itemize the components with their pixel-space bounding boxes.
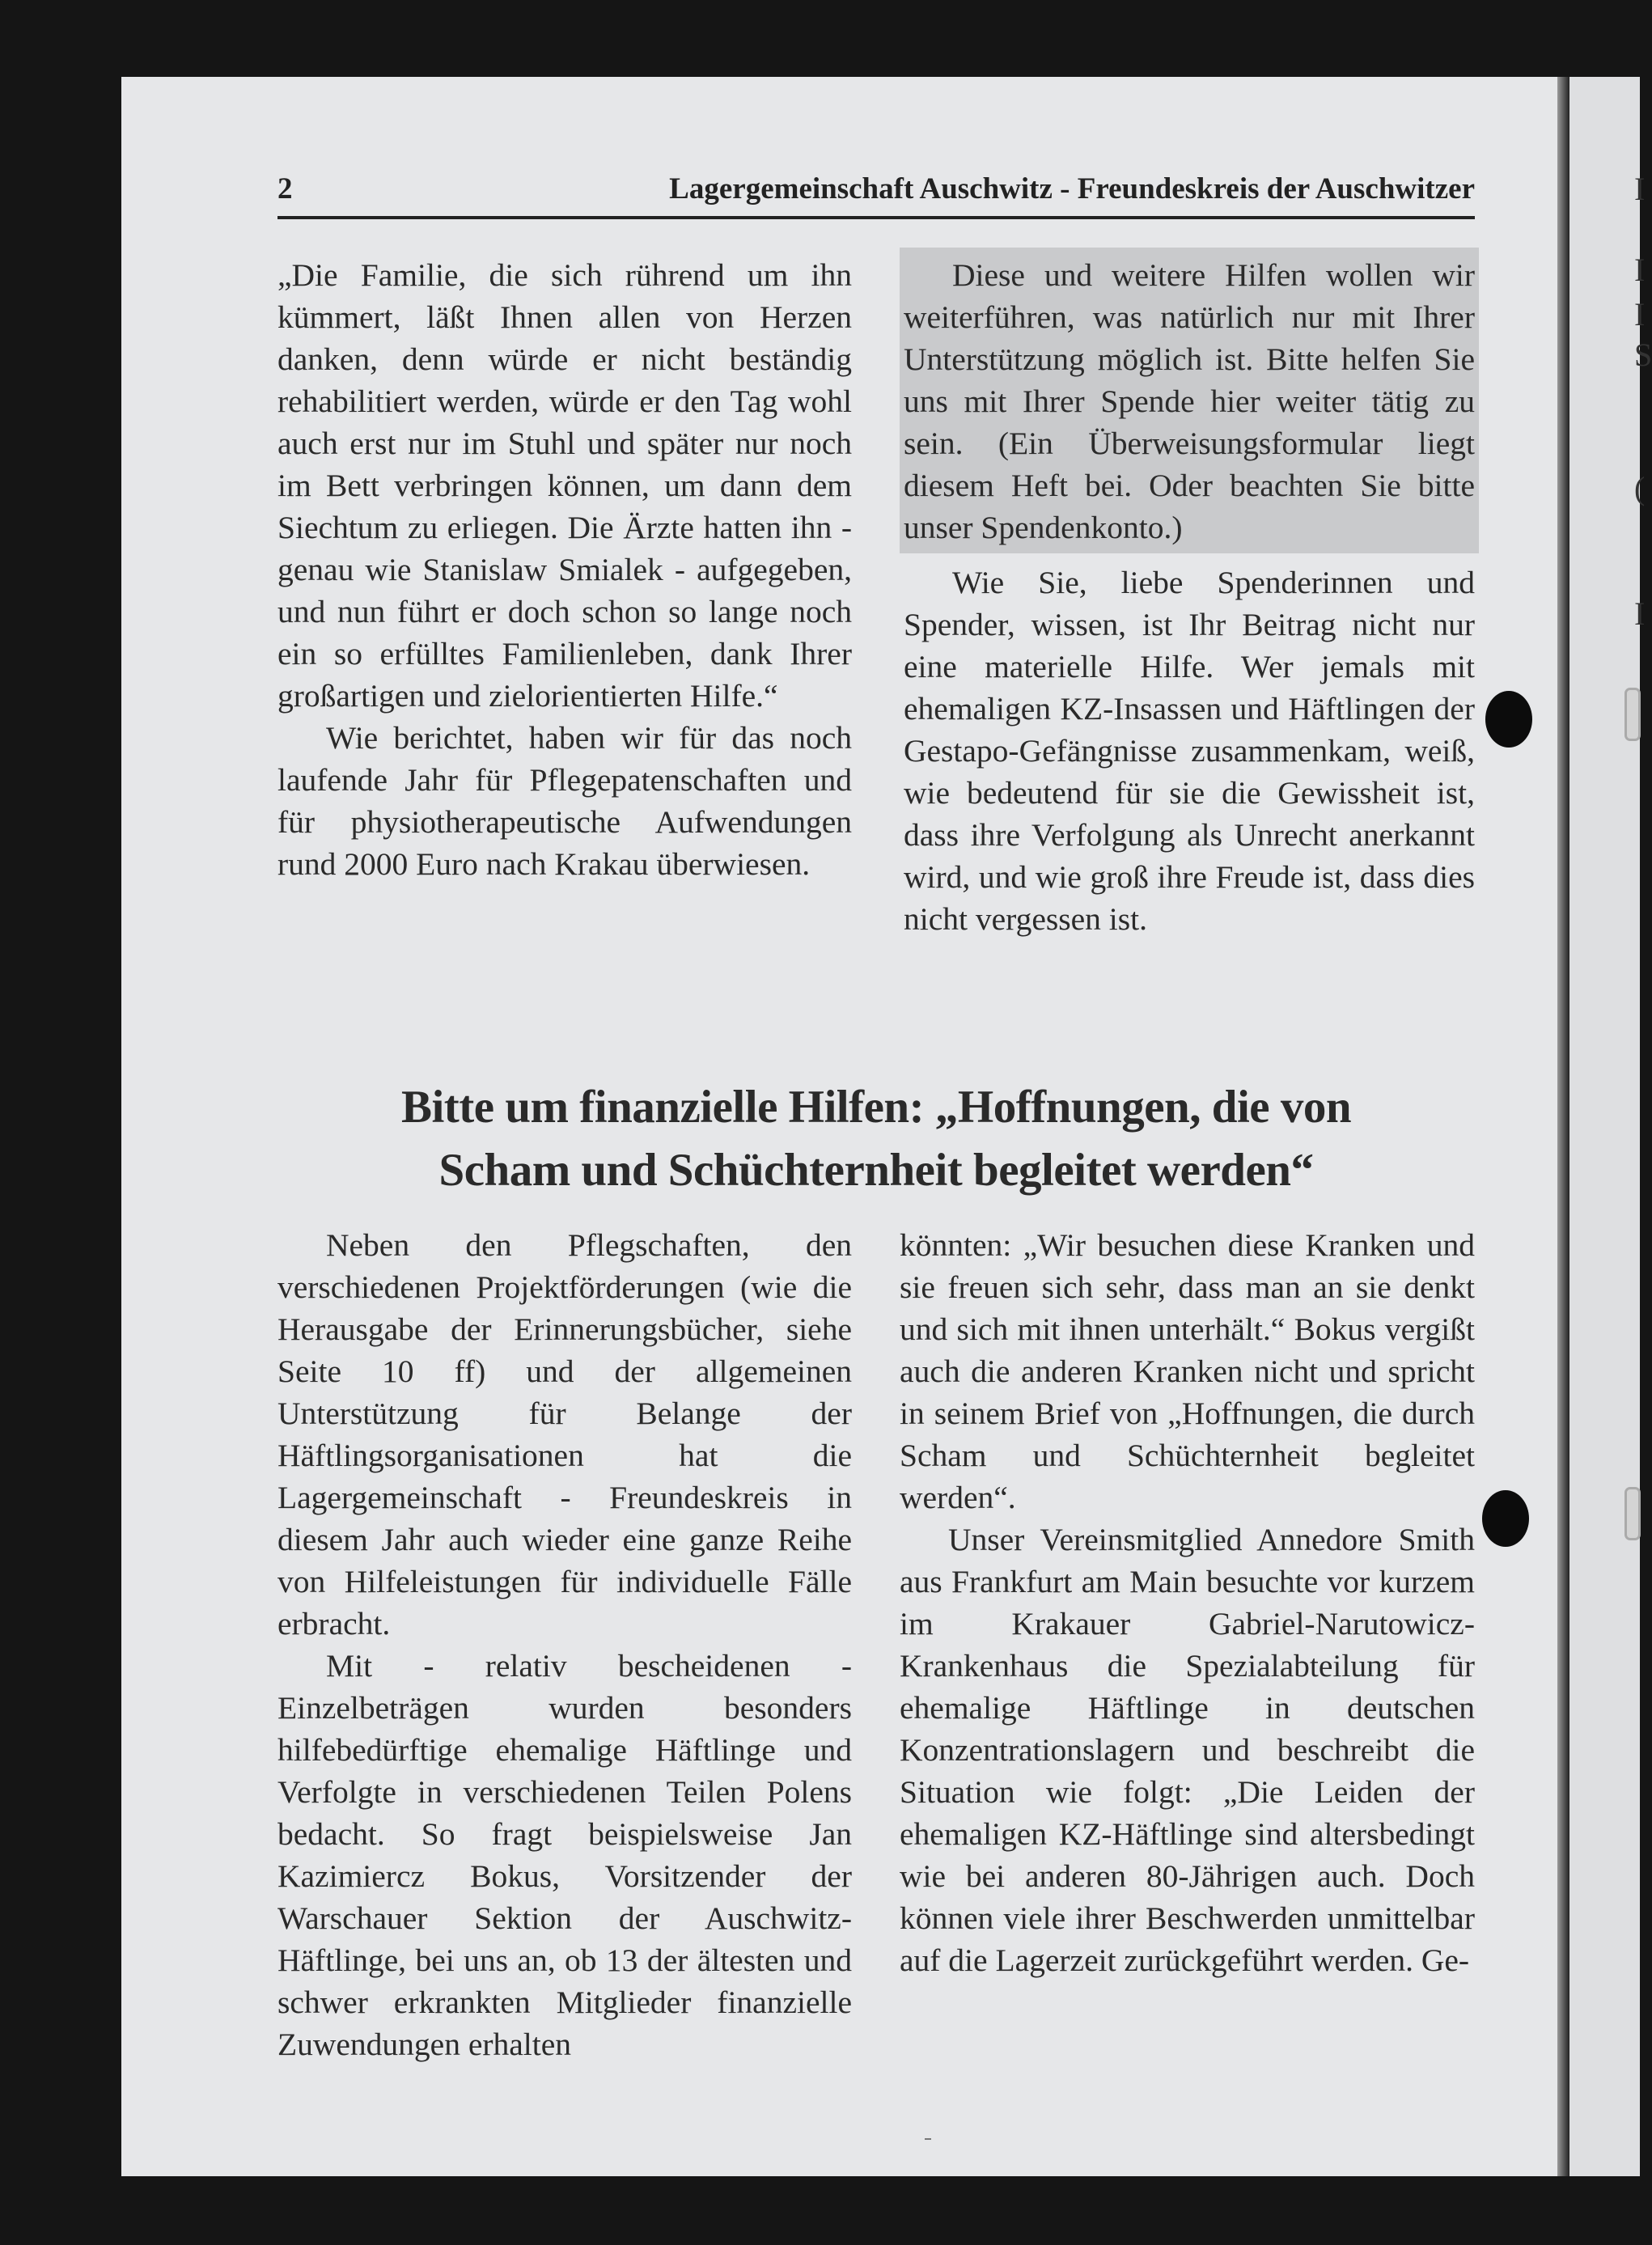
adjacent-page-fragment: I bbox=[1634, 595, 1646, 632]
running-header bbox=[277, 172, 1475, 219]
adjacent-page-edge bbox=[1569, 77, 1652, 2176]
paragraph: könnten: „Wir besuchen diese Kranken und sie freuen sich sehr, dass man an sie denkt und sich mit ihnen unterhält.“ Bokus vergißt auch die anderen Kranken nicht und spricht in seinem Brief von „Hoffnungen, die durch Scham und Schüchternheit begleitet werden“. bbox=[900, 1227, 1475, 1515]
highlight-box-text: Diese und weitere Hilfen wollen wir weiterführen, was natürlich nur mit Ihrer Unterstützung möglich ist. Bitte helfen Sie uns mit Ihrer Spende hier weiter tätig zu sein. (Ein Überweisungsformular liegt diesem Heft bei. Oder beachten Sie bitte unser Spendenkonto.) bbox=[904, 257, 1475, 545]
adjacent-page-fragment: I bbox=[1634, 296, 1646, 333]
adjacent-page-fragment: ( bbox=[1634, 470, 1646, 506]
binder-hole-icon bbox=[1485, 691, 1532, 748]
paragraph: Mit - relativ bescheidenen - Einzelbeträgen wurden besonders hilfebedürftige ehemalige Häftlinge und Verfolgte in verschiedenen Teilen Polens bedacht. So fragt beispielsweise Jan Kazimiercz Bokus, Vorsitzender der Warschauer Sektion der Auschwitz-Häftlinge, bei uns an, ob 13 der ältesten und schwer erkrankten Mitglieder finanzielle Zuwendungen erhalten bbox=[277, 1648, 852, 2062]
adjacent-page-fragment: I bbox=[1634, 171, 1646, 207]
headline-line: Bitte um finanzielle Hilfen: „Hoffnungen, die von bbox=[400, 1082, 1352, 1133]
running-header-title: Lagergemeinschaft Auschwitz - Freundeskreis der Auschwitzer bbox=[669, 172, 1475, 205]
page-number: 2 bbox=[277, 172, 293, 205]
text-column-top-right bbox=[904, 254, 1475, 940]
page-mark bbox=[925, 2138, 931, 2140]
text-column-top-left bbox=[277, 254, 852, 885]
paragraph: Unser Vereinsmitglied Annedore Smith aus Frankfurt am Main besuchte vor kurzem im Krakauer Gabriel-Narutowicz-Krankenhaus die Spezialabteilung für ehemalige Häftlinge in deutschen Konzentrationslagern und beschreibt die Situation wie folgt: „Die Leiden der ehemaligen KZ-Häftlinge sind altersbedingt wie bei anderen 80-Jährigen auch. Doch können viele ihrer Beschwerden unmittelbar auf die Lagerzeit zurückgeführt werden. Ge- bbox=[900, 1522, 1475, 1978]
adjacent-page-fragment: I bbox=[1634, 252, 1646, 288]
binder-hole-icon bbox=[1482, 1490, 1529, 1547]
article-headline bbox=[277, 1076, 1475, 1202]
paragraph: „Die Familie, die sich rührend um ihn kümmert, läßt Ihnen allen von Herzen danken, denn würde er nicht beständig rehabilitiert werden, würde er den Tag wohl auch erst nur im Stuhl und später nur noch im Bett verbringen können, um dann dem Siechtum zu erliegen. Die Ärzte hatten ihn - genau wie Stanislaw Smialek - aufgegeben, und nun führt er doch schon so lange noch ein so erfülltes Familienleben, dank Ihrer großartigen und zielorientierten Hilfe.“ bbox=[277, 257, 852, 714]
text-column-bottom-right bbox=[900, 1224, 1475, 1981]
text-column-bottom-left bbox=[277, 1224, 852, 2065]
paragraph: Wie berichtet, haben wir für das noch laufende Jahr für Pflegepatenschaften und für physiotherapeutische Aufwendungen rund 2000 Euro nach Krakau überwiesen. bbox=[277, 720, 852, 882]
paragraph: Wie Sie, liebe Spenderinnen und Spender, wissen, ist Ihr Beitrag nicht nur eine materielle Hilfe. Wer jemals mit ehemaligen KZ-Insassen und Häftlingen der Gestapo-Gefängnisse zusammenkam, weiß, wie bedeutend für sie die Gewissheit ist, dass ihre Verfolgung als Unrecht anerkannt wird, und wie groß ihre Freude ist, dass dies nicht vergessen ist. bbox=[904, 565, 1475, 937]
binder-ring-icon bbox=[1624, 1487, 1641, 1540]
highlight-box bbox=[900, 248, 1479, 553]
paragraph: Neben den Pflegschaften, den verschiedenen Projektförderungen (wie die Herausgabe der Erinnerungsbücher, siehe Seite 10 ff) und der allgemeinen Unterstützung für Belange der Häftlingsorganisationen hat die Lagergemeinschaft - Freundeskreis in diesem Jahr auch wieder eine ganze Reihe von Hilfeleistungen für individuelle Fälle erbracht. bbox=[277, 1227, 852, 1641]
binder-ring-icon bbox=[1624, 688, 1641, 741]
page-gutter-shadow bbox=[1557, 77, 1569, 2176]
adjacent-page-fragment: S bbox=[1634, 337, 1652, 373]
headline-line: Scham und Schüchternheit begleitet werden“ bbox=[438, 1145, 1314, 1196]
